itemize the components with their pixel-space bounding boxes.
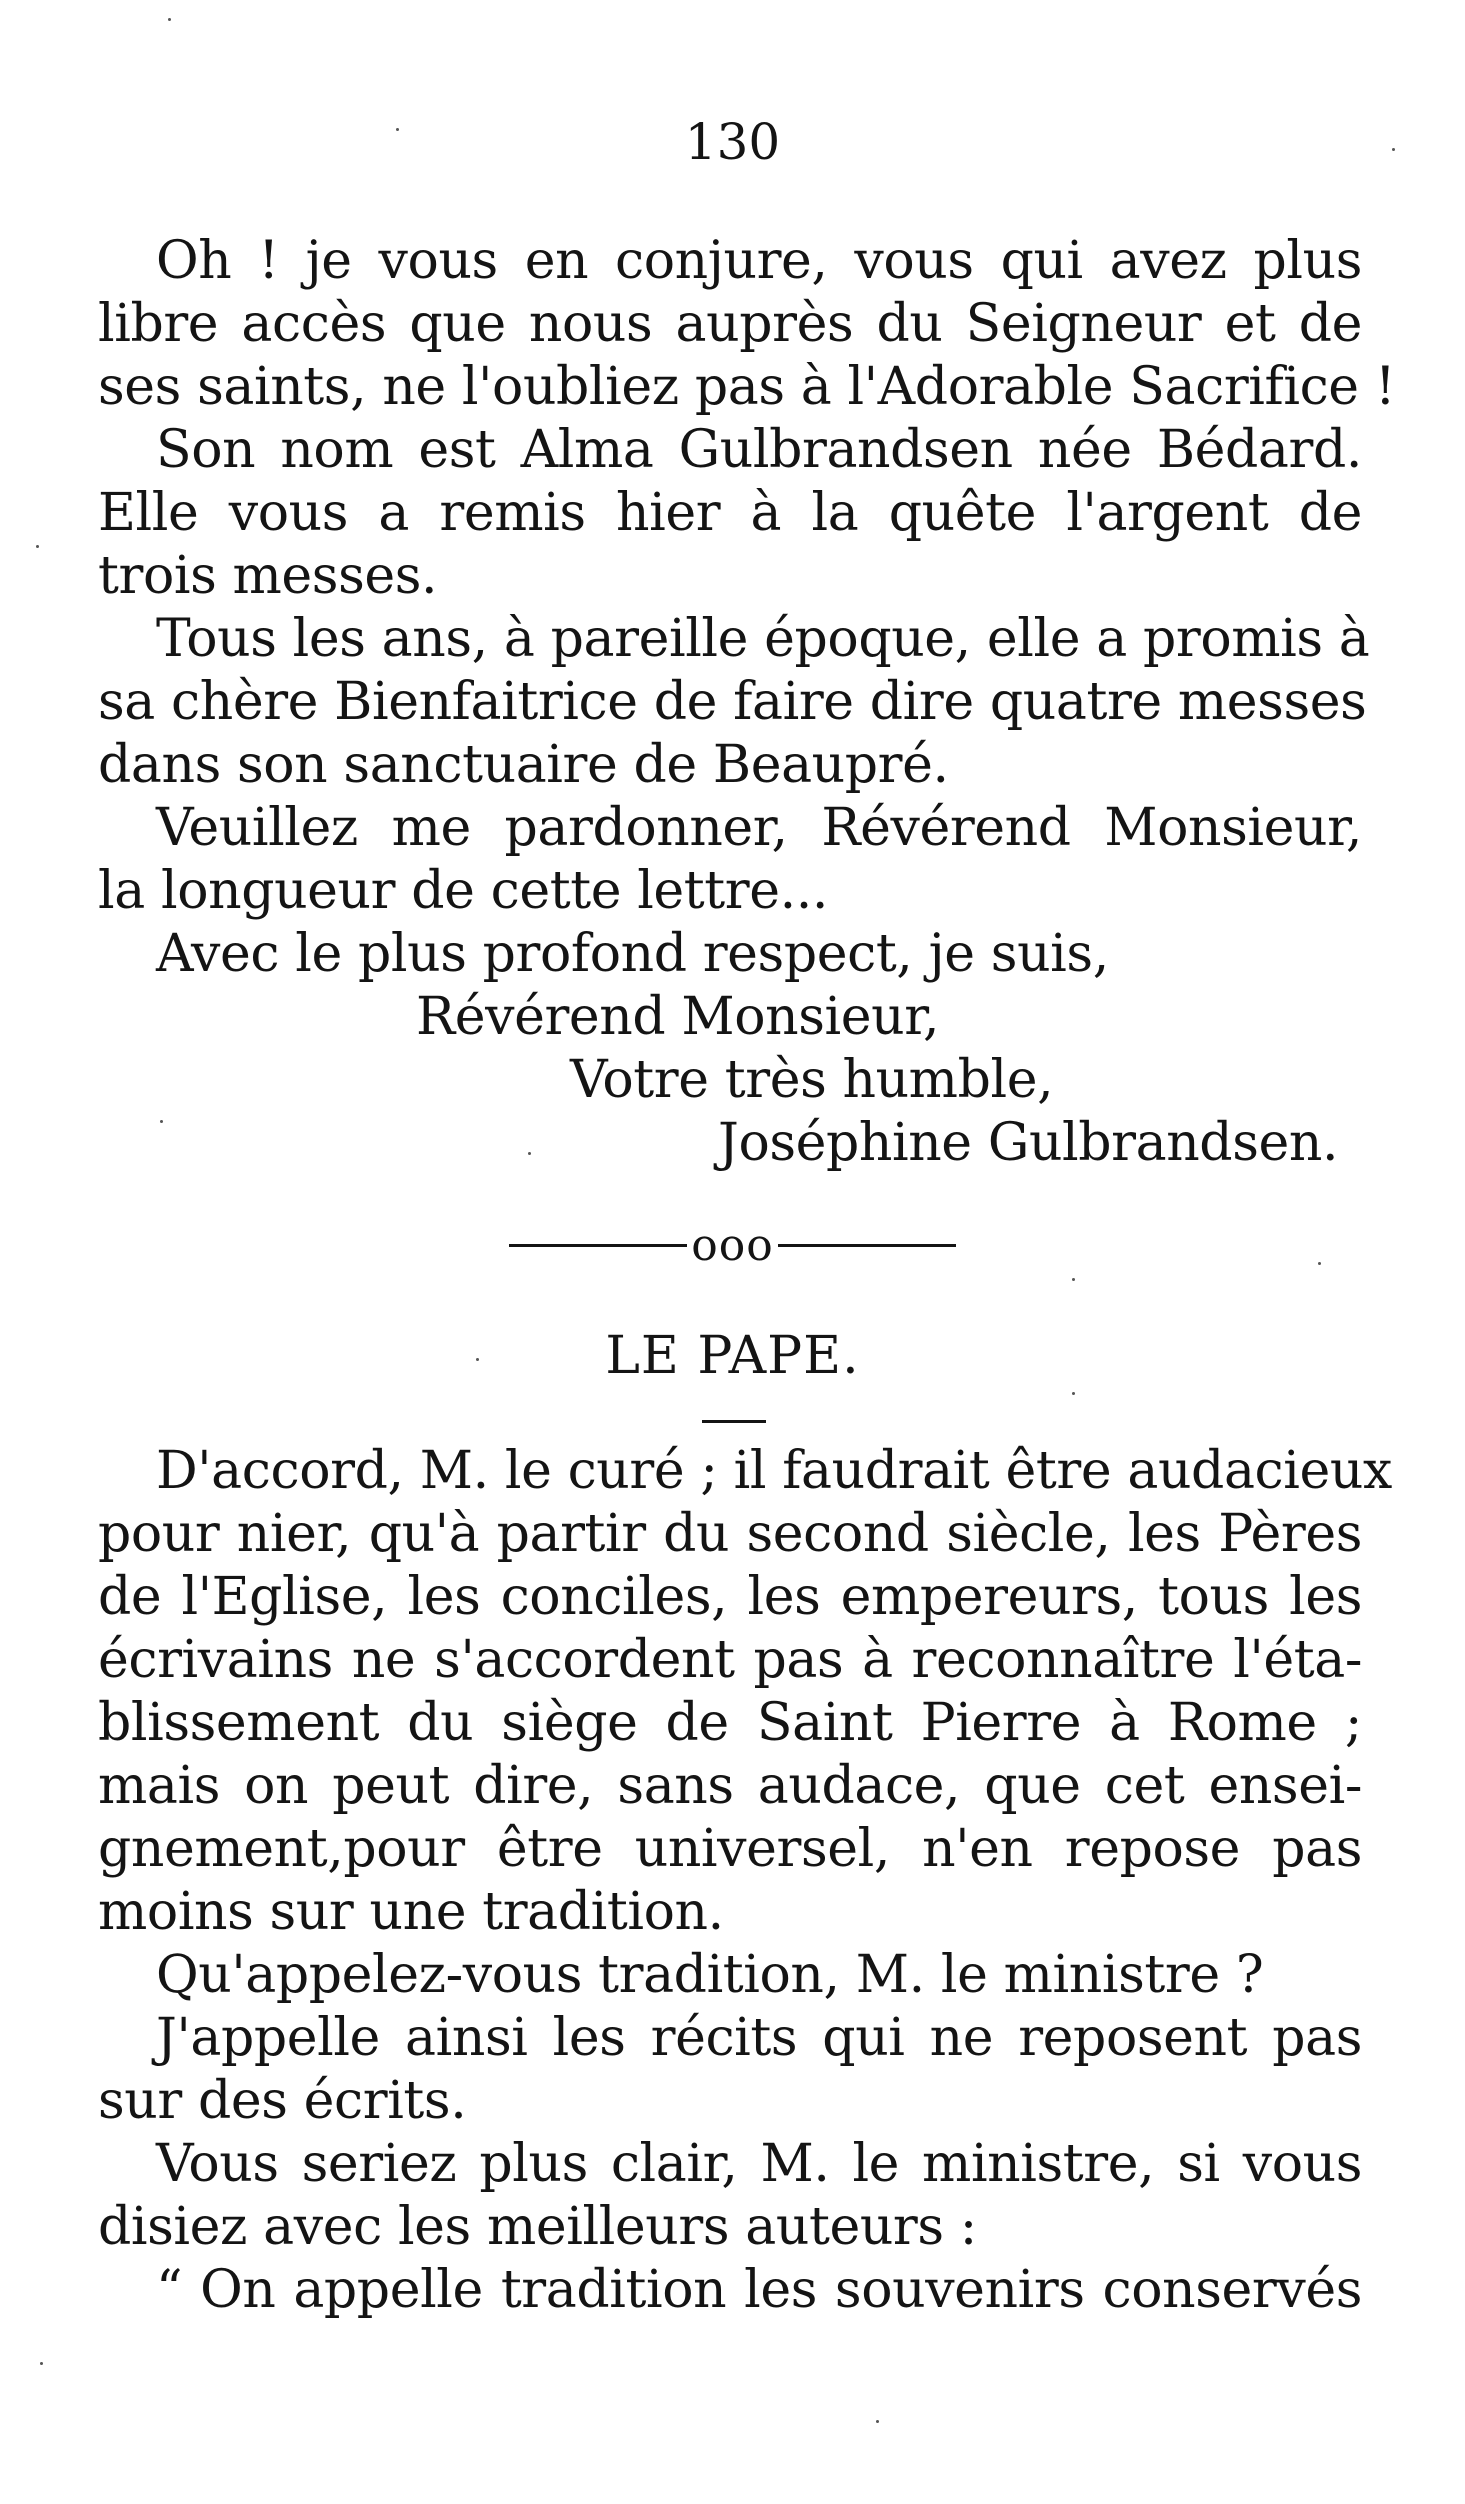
closing-phrase: Votre très humble, bbox=[570, 1050, 1054, 1110]
speck bbox=[40, 2362, 43, 2365]
speck bbox=[876, 2420, 879, 2423]
paragraph-line: pour nier, qu'à partir du second siècle, les Pères bbox=[98, 1504, 1362, 1564]
speck bbox=[476, 1358, 479, 1361]
signature: Joséphine Gulbrandsen. bbox=[718, 1113, 1339, 1173]
speck bbox=[168, 18, 171, 21]
paragraph-line: Vous seriez plus clair, M. le ministre, si vous bbox=[156, 2134, 1362, 2194]
speck bbox=[1318, 1262, 1321, 1265]
paragraph-line: Son nom est Alma Gulbrandsen née Bédard. bbox=[156, 420, 1362, 480]
paragraph-line: mais on peut dire, sans audace, que cet ensei- bbox=[98, 1756, 1362, 1816]
paragraph-line: moins sur une tradition. bbox=[98, 1882, 724, 1942]
paragraph-line: Elle vous a remis hier à la quête l'argent de bbox=[98, 483, 1362, 543]
salutation: Révérend Monsieur, bbox=[416, 987, 940, 1047]
speck bbox=[1392, 148, 1395, 151]
paragraph-line: Avec le plus profond respect, je suis, bbox=[156, 924, 1109, 984]
speck bbox=[1072, 1392, 1075, 1395]
paragraph-line: blissement du siège de Saint Pierre à Rome ; bbox=[98, 1693, 1362, 1753]
separator-rule-right bbox=[778, 1244, 956, 1247]
paragraph-line: trois messes. bbox=[98, 546, 438, 606]
paragraph-line: la longueur de cette lettre... bbox=[98, 861, 829, 921]
separator-rule-left bbox=[509, 1244, 687, 1247]
speck bbox=[160, 1120, 163, 1123]
speck bbox=[1072, 1278, 1075, 1281]
paragraph-line: dans son sanctuaire de Beaupré. bbox=[98, 735, 949, 795]
letter-closing bbox=[98, 986, 1362, 1175]
paragraph-line: J'appelle ainsi les récits qui ne reposent pas bbox=[156, 2008, 1362, 2068]
separator-ornament: ooo bbox=[691, 1219, 774, 1271]
paragraph-line: “ On appelle tradition les souvenirs conservés bbox=[156, 2260, 1362, 2320]
paragraph-line: Veuillez me pardonner, Révérend Monsieur, bbox=[156, 798, 1362, 858]
section-body bbox=[98, 1440, 1392, 2322]
paragraph-line: ses saints, ne l'oubliez pas à l'Adorable Sacrifice ! bbox=[98, 357, 1396, 417]
paragraph-line: gnement,pour être universel, n'en repose pas bbox=[98, 1819, 1362, 1879]
paragraph-line: de l'Eglise, les conciles, les empereurs, tous les bbox=[98, 1567, 1362, 1627]
paragraph-line: sur des écrits. bbox=[98, 2071, 467, 2131]
section-separator bbox=[0, 1218, 1465, 1271]
page-number: 130 bbox=[684, 113, 781, 171]
paragraph-line: sa chère Bienfaitrice de faire dire quatre messes bbox=[98, 672, 1367, 732]
paragraph-line: D'accord, M. le curé ; il faudrait être audacieux bbox=[156, 1441, 1392, 1501]
speck bbox=[396, 128, 399, 131]
paragraph-line: libre accès que nous auprès du Seigneur et de bbox=[98, 294, 1362, 354]
title-underline bbox=[702, 1420, 766, 1423]
paragraph-line: écrivains ne s'accordent pas à reconnaître l'éta- bbox=[98, 1630, 1362, 1690]
paragraph-line: Qu'appelez-vous tradition, M. le ministre ? bbox=[156, 1945, 1264, 2005]
paragraph-line: Oh ! je vous en conjure, vous qui avez plus bbox=[156, 231, 1362, 291]
letter-text bbox=[98, 230, 1396, 1175]
speck bbox=[36, 545, 39, 548]
paragraph-line: disiez avec les meilleurs auteurs : bbox=[98, 2197, 977, 2257]
speck bbox=[528, 1152, 531, 1155]
paragraph-line: Tous les ans, à pareille époque, elle a promis à bbox=[156, 609, 1370, 669]
section-title: LE PAPE. bbox=[605, 1326, 860, 1386]
